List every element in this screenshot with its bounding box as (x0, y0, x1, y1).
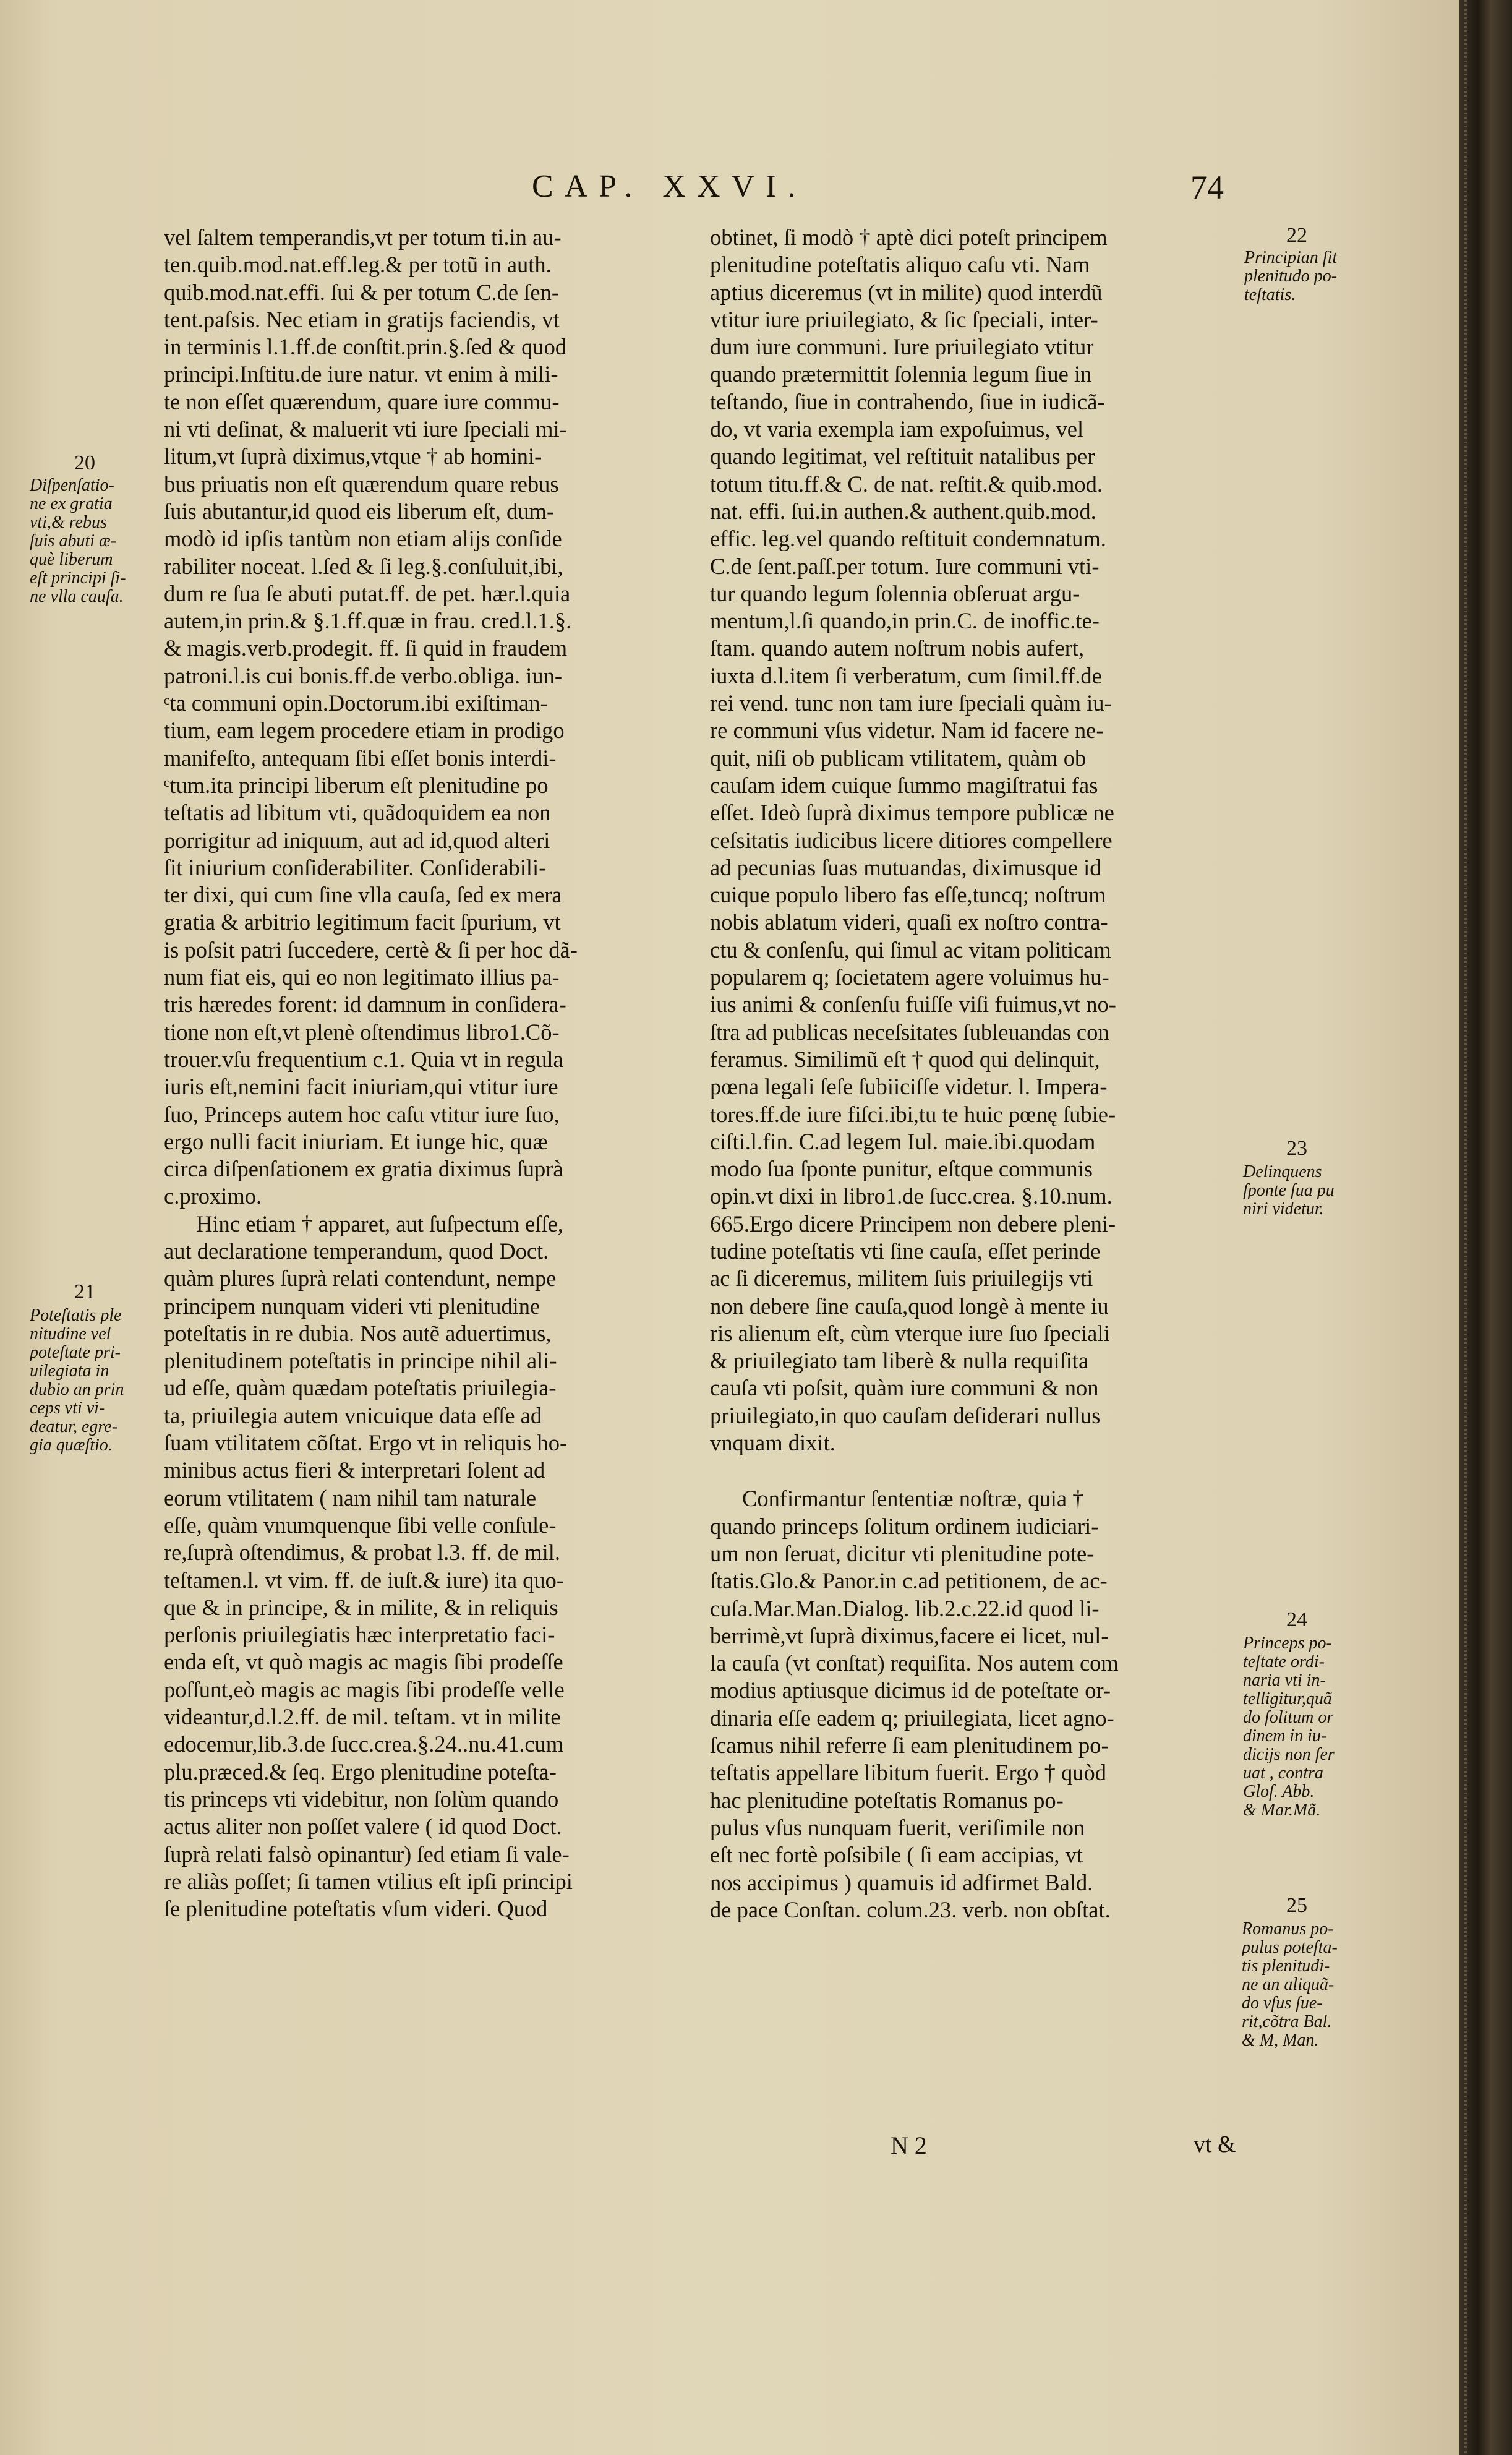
margin-note-line: do vſus ſue- (1242, 1994, 1323, 2013)
margin-note-line: uat , contra (1243, 1763, 1323, 1783)
text-line: teſtatis ad libitum vti, quãdoquidem ea non (164, 800, 551, 826)
running-head: CAP. XXVI. (532, 169, 807, 204)
text-line: ſtam. quando autem noſtrum nobis aufert, (710, 635, 1085, 661)
paragraph-gap (710, 1457, 1232, 1485)
margin-note-line: ſuis abuti æ- (30, 531, 117, 551)
margin-note-line: poteſtate pri- (30, 1343, 121, 1362)
text-line: modo ſua ſponte punitur, eſtque communis (710, 1156, 1093, 1182)
text-line: ciſti.l.fin. C.ad legem Iul. maie.ibi.quodam (710, 1128, 1096, 1154)
text-line: C.de ſent.paſſ.per totum. Iure communi vti- (710, 553, 1100, 579)
text-line: do, vt varia exempla iam expoſuimus, vel (710, 416, 1084, 442)
text-line: nobis ablatum videri, quaſi ex noſtro contra- (710, 909, 1108, 935)
text-line: re communi vſus videtur. Nam id facere ne- (710, 718, 1104, 743)
text-line: pulus vſus nunquam fuerit, veriſimile non (710, 1814, 1085, 1840)
text-line: quit, niſi ob publicam vtilitatem, quàm ob (710, 745, 1087, 771)
text-line: tent.paſsis. Nec etiam in gratijs faciendis, vt (164, 306, 560, 332)
margin-note-line: pulus poteſta- (1242, 1938, 1338, 1957)
text-line: cauſa vti poſsit, quàm iure communi & non (710, 1375, 1099, 1401)
text-line: obtinet, ſi modò † aptè dici poteſt principem (710, 225, 1108, 250)
text-line: poſſunt,eò magis ac magis ſibi prodeſſe velle (164, 1676, 565, 1702)
margin-note-line: deatur, egre- (30, 1417, 118, 1436)
margin-note-line: Principian ſit (1244, 248, 1338, 267)
margin-note-line: uilegiata in (30, 1361, 109, 1381)
text-line: tione non eſt,vt plenè oſtendimus libro1.Cõ- (164, 1019, 560, 1045)
text-line: quando legitimat, vel reſtituit natalibus per (710, 443, 1095, 469)
text-line: teſtando, ſiue in contrahendo, ſiue in iudicã- (710, 388, 1105, 414)
text-line: 665.Ergo dicere Principem non debere pleni- (710, 1210, 1116, 1236)
text-line: popularem q; ſocietatem agere voluimus hu- (710, 964, 1109, 990)
text-line: vnquam dixit. (710, 1430, 835, 1456)
text-line: ſit iniurium conſiderabiliter. Conſiderabili- (164, 854, 547, 880)
text-line: de pace Conſtan. colum.23. verb. non obſtat. (710, 1896, 1111, 1922)
text-line: pœna legali ſeſe ſubiiciſſe videtur. l. Impera- (710, 1074, 1108, 1100)
text-line: principi.Inſtitu.de iure natur. vt enim à mili- (164, 361, 558, 387)
margin-note-line: ne ex gratia (30, 494, 113, 513)
margin-note-line: tis plenitudi- (1242, 1956, 1330, 1976)
text-line: rabiliter noceat. l.ſed & ſi leg.§.conſuluit,ibi, (164, 553, 563, 579)
text-line: Hinc etiam † apparet, aut ſuſpectum eſſe, (196, 1210, 563, 1236)
margin-note-line: do ſolitum or (1243, 1708, 1334, 1727)
margin-note-line: vti,& rebus (30, 513, 107, 532)
text-line: quando prætermittit ſolennia legum ſiue in (710, 361, 1092, 387)
text-line: bus priuatis non eſt quærendum quare rebus (164, 471, 559, 497)
text-line: vtitur iure priuilegiato, & ſic ſpeciali, inter- (710, 306, 1098, 332)
text-line: ta, priuilegia autem vnicuique data eſſe ad (164, 1402, 542, 1428)
text-line: actus aliter non poſſet valere ( id quod Doct. (164, 1814, 562, 1840)
text-line: minibus actus fieri & interpretari ſolent ad (164, 1457, 545, 1483)
text-line: quàm plures ſuprà relati contendunt, nempe (164, 1266, 557, 1292)
margin-note-line: rit,cõtra Bal. (1242, 2012, 1332, 2031)
text-line: hac plenitudine poteſtatis Romanus po- (710, 1787, 1064, 1813)
text-line: ter dixi, qui cum ſine vlla cauſa, ſed ex mera (164, 882, 562, 908)
text-line: vel ſaltem temperandis,vt per totum ti.in au- (164, 225, 562, 250)
text-line: que & in principe, & in milite, & in reliquis (164, 1594, 558, 1620)
text-line: berrimè,vt ſuprà diximus,facere ei licet, nul- (710, 1622, 1109, 1648)
page-number: 74 (1190, 169, 1224, 206)
text-line: re,ſuprà oſtendimus, & probat l.3. ff. de mil. (164, 1540, 560, 1566)
text-line: plenitudine poteſtatis aliquo caſu vti. Nam (710, 252, 1090, 278)
margin-note-line: plenitudo po- (1244, 267, 1338, 286)
text-line: iuxta d.l.item ſi verberatum, cum ſimil.ff.de (710, 662, 1102, 688)
margin-number-20: 20 (74, 452, 95, 474)
margin-note-line: niri videtur. (1243, 1199, 1324, 1219)
text-line: quib.mod.nat.effi. ſui & per totum C.de ſen- (164, 279, 559, 305)
text-line: autem,in prin.& §.1.ff.quæ in frau. cred.l.1.§. (164, 608, 572, 634)
margin-note-line: Poteſtatis ple (30, 1306, 122, 1325)
text-line: is poſsit patri ſuccedere, certè & ſi per hoc dã- (164, 936, 578, 962)
margin-number-25: 25 (1286, 1894, 1307, 1917)
text-line: ſuo, Princeps autem hoc caſu vtitur iure ſuo, (164, 1101, 560, 1127)
text-line: dinaria eſſe eadem q; priuilegiata, licet agno- (710, 1705, 1114, 1731)
margin-note-line: Delinquens (1243, 1162, 1322, 1181)
text-line: nos accipimus ) quamuis id adfirmet Bald. (710, 1869, 1093, 1895)
text-line: eſſet. Ideò ſuprà diximus tempore publicæ ne (710, 800, 1114, 826)
text-line: ctu & conſenſu, qui ſimul ac vitam politicam (710, 936, 1111, 962)
text-line: totum titu.ff.& C. de nat. reſtit.& quib.mod. (710, 471, 1103, 497)
margin-note-line: Princeps po- (1243, 1634, 1332, 1653)
text-line: enda eſt, vt quò magis ac magis ſibi prodeſſe (164, 1649, 563, 1675)
text-line: ius animi & conſenſu fuiſſe viſi fuimus,vt no- (710, 992, 1116, 1018)
text-line: dum iure communi. Iure priuilegiato vtitur (710, 334, 1094, 360)
text-line: um non ſeruat, dicitur vti plenitudine pote- (710, 1540, 1095, 1566)
text-line: tris hæredes forent: id damnum in conſidera- (164, 992, 566, 1018)
text-line: ergo nulli facit iniuriam. Et iunge hic, quæ (164, 1128, 548, 1154)
margin-note-line: dicijs non ſer (1243, 1745, 1335, 1764)
text-line: c.proximo. (164, 1183, 262, 1209)
text-line: ten.quib.mod.nat.eff.leg.& per totũ in auth. (164, 252, 552, 278)
text-line: tur quando legum ſolennia obſeruat argu- (710, 580, 1080, 606)
text-line: porrigitur ad iniquum, aut ad id,quod alteri (164, 827, 550, 853)
margin-note-line: dinem in iu- (1243, 1726, 1327, 1746)
text-line: Confirmantur ſententiæ noſtræ, quia † (742, 1486, 1084, 1512)
text-line: ᶜtum.ita principi liberum eſt plenitudine po (164, 772, 549, 798)
text-line: iuris eſt,nemini facit iniuriam,qui vtitur iure (164, 1074, 558, 1100)
text-line: ſuam vtilitatem cõſtat. Ergo vt in reliquis ho- (164, 1430, 568, 1456)
margin-note-line: gia quæſtio. (30, 1436, 113, 1455)
text-line: tis princeps vti videbitur, non ſolùm quando (164, 1786, 559, 1812)
text-line: trouer.vſu frequentium c.1. Quia vt in regula (164, 1046, 563, 1072)
catchword: vt & (1194, 2132, 1236, 2157)
text-line: mentum,l.ſi quando,in prin.C. de inoffic.te- (710, 608, 1100, 634)
margin-note-line: Diſpenſatio- (30, 476, 114, 495)
text-line: effic. leg.vel quando reſtituit condemnatum. (710, 526, 1106, 552)
text-line: ſuprà relati falsò opinantur) ſed etiam ſi vale- (164, 1841, 570, 1867)
margin-note-22 (1244, 249, 1337, 304)
text-line: ſe plenitudine poteſtatis vſum videri. Quod (164, 1896, 548, 1922)
text-line: priuilegiato,in quo cauſam deſiderari nullus (710, 1402, 1101, 1428)
margin-note-line: naria vti in- (1243, 1671, 1326, 1690)
text-line: feramus. Similimũ eſt † quod qui delinquit, (710, 1046, 1100, 1072)
text-line: in terminis l.1.ff.de conſtit.prin.§.ſed & quod (164, 334, 567, 360)
margin-number-21: 21 (74, 1280, 95, 1303)
margin-note-line: teſtate ordi- (1243, 1652, 1325, 1671)
text-line: teſtatis appellare libitum fuerit. Ergo † quòd (710, 1760, 1106, 1786)
margin-note-line: ſponte ſua pu (1243, 1181, 1335, 1200)
text-line: ſuis abutantur,id quod eis liberum eſt, dum- (164, 498, 555, 524)
text-line: principem nunquam videri vti plenitudine (164, 1293, 540, 1319)
text-line: cuſa.Mar.Man.Dialog. lib.2.c.22.id quod li- (710, 1595, 1100, 1621)
margin-note-line: ceps vti vi- (30, 1399, 105, 1418)
text-line: opin.vt dixi in libro1.de ſucc.crea. §.10.num. (710, 1183, 1113, 1209)
margin-number-24: 24 (1286, 1608, 1307, 1631)
margin-note-line: dubio an prin (30, 1380, 124, 1399)
text-line: ud eſſe, quàm quædam poteſtatis priuilegia- (164, 1375, 557, 1401)
margin-note-line: & Mar.Mã. (1243, 1801, 1321, 1820)
signature-mark: N 2 (891, 2132, 927, 2159)
text-line: eſt nec fortè poſsibile ( ſi eam accipias, vt (710, 1842, 1083, 1868)
text-line: ceſsitatis iudicibus licere ditiores compellere (710, 827, 1113, 853)
text-line: ſcamus nihil referre ſi eam plenitudinem po- (710, 1733, 1109, 1759)
margin-note-line: teſtatis. (1244, 285, 1296, 304)
margin-note-line: ne vlla cauſa. (30, 587, 124, 606)
text-line: plu.præced.& ſeq. Ergo plenitudine poteſta- (164, 1759, 557, 1784)
text-line: ſtra ad publicas neceſsitates ſubleuandas con (710, 1019, 1109, 1045)
margin-note-line: ne an aliquã- (1242, 1975, 1335, 1994)
text-line: eſſe, quàm vnumquenque ſibi velle conſule- (164, 1512, 557, 1538)
text-line: circa diſpenſationem ex gratia diximus ſuprà (164, 1156, 563, 1182)
text-line: tium, eam legem procedere etiam in prodigo (164, 718, 565, 743)
text-line: non debere ſine cauſa,quod longè à mente iu (710, 1293, 1109, 1319)
left-text-column (164, 224, 693, 1922)
text-line: ſtatis.Glo.& Panor.in c.ad petitionem, de ac- (710, 1568, 1108, 1594)
text-line: poteſtatis in re dubia. Nos autẽ aduertimus, (164, 1320, 552, 1346)
margin-number-22: 22 (1286, 224, 1307, 247)
text-line: cauſam idem cuique ſummo magiſtratui fas (710, 772, 1098, 798)
page-fore-edge (1459, 0, 1512, 2455)
margin-note-line: nitudine vel (30, 1324, 111, 1343)
text-line: & magis.verb.prodegit. ff. ſi quid in fraudem (164, 635, 568, 661)
text-line: ac ſi diceremus, militem ſuis priuilegijs vti (710, 1266, 1093, 1292)
text-line: ᶜta communi opin.Doctorum.ibi exiſtiman- (164, 690, 548, 716)
margin-note-20 (30, 476, 126, 606)
text-line: edocemur,lib.3.de ſucc.crea.§.24..nu.41.cum (164, 1731, 564, 1757)
text-line: dum re ſua ſe abuti putat.ff. de pet. hær.l.quia (164, 580, 571, 606)
text-line: tudine poteſtatis vti ſine cauſa, eſſet perinde (710, 1238, 1101, 1264)
text-line: te non eſſet quærendum, quare iure commu- (164, 388, 560, 414)
text-line: manifeſto, antequam ſibi eſſet bonis interdi- (164, 745, 557, 771)
text-line: nat. effi. ſui.in authen.& authent.quib.mod. (710, 498, 1096, 524)
text-line: videantur,d.l.2.ff. de mil. teſtam. vt in milite (164, 1704, 561, 1730)
margin-note-24 (1243, 1634, 1335, 1820)
margin-note-line: què liberum (30, 550, 113, 569)
margin-note-25 (1242, 1920, 1338, 2050)
text-line: modius aptiusque dicimus id de poteſtate or- (710, 1677, 1111, 1703)
text-line: tores.ff.de iure fiſci.ibi,tu te huic pœnę ſubie- (710, 1101, 1116, 1127)
text-line: plenitudinem poteſtatis in principe nihil ali- (164, 1348, 557, 1374)
text-line: litum,vt ſuprà diximus,vtque † ab homini- (164, 443, 542, 469)
text-line: ni vti deſinat, & maluerit vti iure ſpeciali mi- (164, 416, 567, 442)
margin-note-line: & M, Man. (1242, 2031, 1319, 2050)
margin-note-line: Gloſ. Abb. (1243, 1782, 1315, 1801)
text-line: teſtamen.l. vt vim. ff. de iuſt.& iure) ita quo- (164, 1567, 565, 1593)
margin-note-23 (1243, 1163, 1335, 1219)
right-text-column (710, 224, 1232, 1924)
text-line: & priuilegiato tam liberè & nulla requiſita (710, 1348, 1089, 1374)
text-line: ad pecunias ſuas mutuandas, diximusque id (710, 854, 1101, 880)
text-line: quando princeps ſolitum ordinem iudiciari- (710, 1513, 1099, 1539)
text-line: eorum vtilitatem ( nam nihil tam naturale (164, 1485, 537, 1510)
margin-note-line: telligitur,quã (1243, 1689, 1332, 1708)
margin-note-line: Romanus po- (1242, 1919, 1334, 1939)
text-line: perſonis priuilegiatis hæc interpretatio faci- (164, 1622, 555, 1648)
text-line: aut declaratione temperandum, quod Doct. (164, 1238, 549, 1264)
text-line: re aliàs poſſet; ſi tamen vtilius eſt ipſi principi (164, 1868, 573, 1894)
text-line: gratia & arbitrio legitimum facit ſpurium, vt (164, 909, 561, 935)
margin-number-23: 23 (1286, 1137, 1307, 1160)
margin-note-21 (30, 1306, 124, 1455)
text-line: modò id ipſis tantùm non etiam alijs conſide (164, 526, 562, 552)
text-line: la cauſa (vt conſtat) requiſita. Nos autem com (710, 1650, 1119, 1676)
text-line: ris alienum eſt, cùm vterque iure ſuo ſpeciali (710, 1320, 1110, 1346)
text-line: num fiat eis, qui eo non legitimato illius pa- (164, 964, 560, 990)
text-line: aptius diceremus (vt in milite) quod interdũ (710, 279, 1103, 305)
text-line: rei vend. tunc non tam iure ſpeciali quàm iu- (710, 690, 1112, 716)
margin-note-line: eſt principi ſi- (30, 568, 126, 588)
text-line: cuique populo libero fas eſſe,tuncq; noſtrum (710, 882, 1106, 908)
text-line: patroni.l.is cui bonis.ff.de verbo.obliga. iun- (164, 662, 563, 688)
